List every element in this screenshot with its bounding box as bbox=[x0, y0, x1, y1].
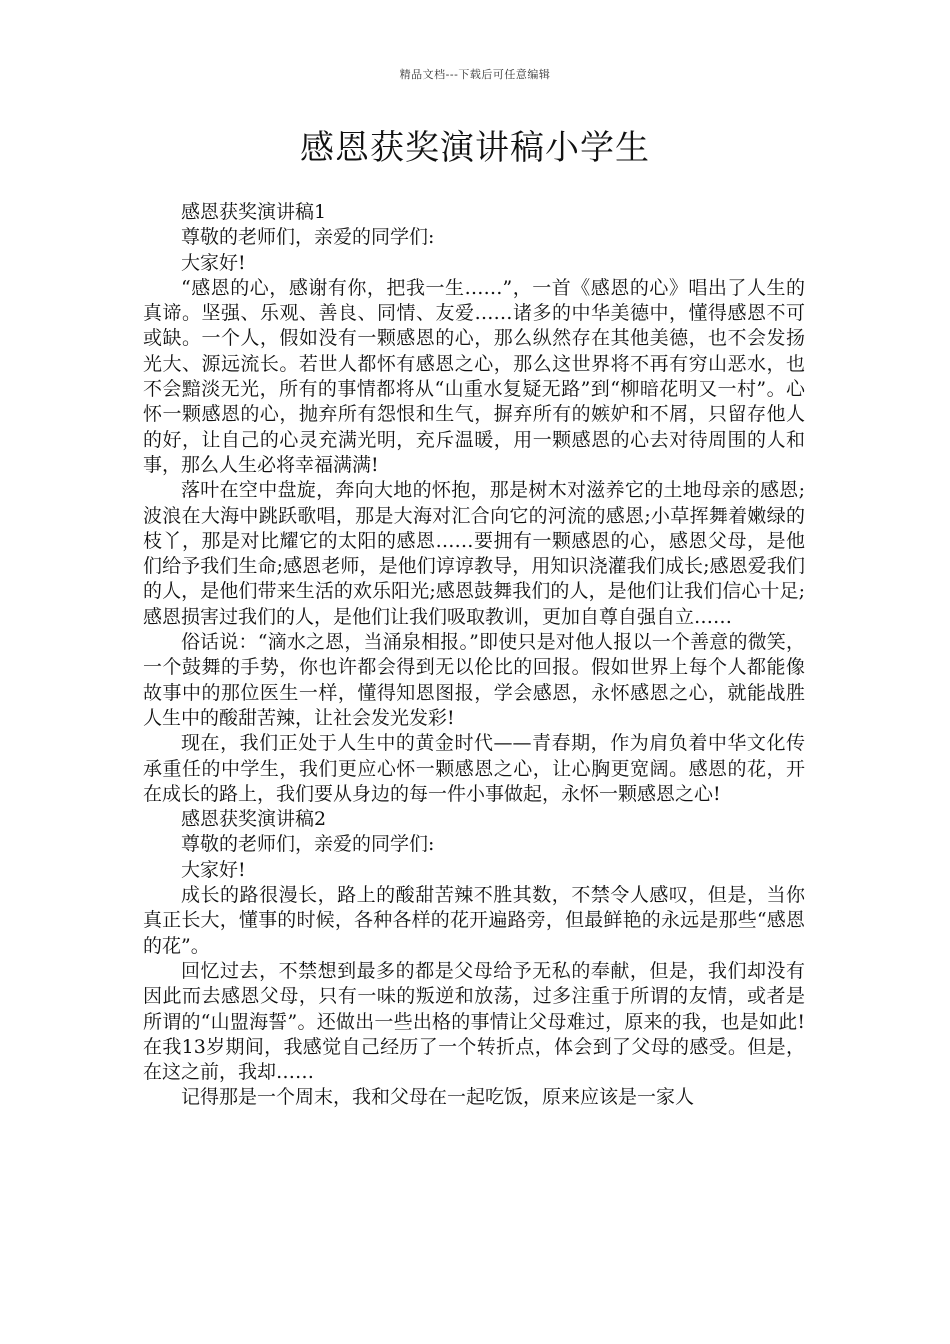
document-title: 感恩获奖演讲稿小学生 bbox=[300, 128, 650, 168]
subtitle-speech-1: 感恩获奖演讲稿1 bbox=[181, 201, 327, 223]
body-paragraph: 成长的路很漫长，路上的酸甜苦辣不胜其数，不禁令人感叹，但是，当你真正长大，懂事的时候，各种各样的花开遍路旁，但最鲜艳的永远是那些“感恩的花”。 bbox=[143, 884, 805, 957]
document-body bbox=[143, 200, 805, 1111]
greeting: 大家好! bbox=[181, 251, 246, 274]
salutation: 尊敬的老师们，亲爱的同学们: bbox=[181, 226, 435, 249]
body-paragraph: “感恩的心，感谢有你，把我一生……”，一首《感恩的心》唱出了人生的真谛。坚强、乐观、善良、同情、友爱……诸多的中华美德中，懂得感恩不可或缺。一个人，假如没有一颗感恩的心，那么纵然存在其他美德，也不会发扬光大、源远流长。若世人都怀有感恩之心，那么这世界将不再有穷山恶水，也不会黯淡无光，所有的事情都将从“山重水复疑无路”到“柳暗花明又一村”。心怀一颗感恩的心，抛弃所有怨恨和生气，摒弃所有的嫉妒和不屑，只留存他人的好，让自己的心灵充满光明，充斥温暖，用一颗感恩的心去对待周围的人和事，那么人生必将幸福满满! bbox=[143, 276, 805, 476]
body-paragraph: 落叶在空中盘旋，奔向大地的怀抱，那是树木对滋养它的土地母亲的感恩;波浪在大海中跳跃歌唱，那是大海对汇合向它的河流的感恩;小草挥舞着嫩绿的枝丫，那是对比耀它的太阳的感恩……要拥有一颗感恩的心，感恩父母，是他们给予我们生命;感恩老师，是他们谆谆教导，用知识浇灌我们成长;感恩爱我们的人，是他们带来生活的欢乐阳光;感恩鼓舞我们的人，是他们让我们信心十足;感恩损害过我们的人，是他们让我们吸取教训，更加自尊自强自立…… bbox=[143, 479, 805, 628]
greeting: 大家好! bbox=[181, 858, 246, 881]
body-paragraph: 记得那是一个周末，我和父母在一起吃饭，原来应该是一家人 bbox=[181, 1086, 695, 1109]
subtitle-speech-2: 感恩获奖演讲稿2 bbox=[181, 808, 327, 831]
header-note: 精品文档---下载后可任意编辑 bbox=[399, 68, 551, 81]
body-paragraph: 现在，我们正处于人生中的黄金时代——青春期，作为肩负着中华文化传承重任的中学生，我们更应心怀一颗感恩之心，让心胸更宽阔。感恩的花，开在成长的路上，我们要从身边的每一件小事做起，永怀一颗感恩之心! bbox=[143, 732, 805, 805]
salutation: 尊敬的老师们，亲爱的同学们: bbox=[181, 833, 435, 856]
body-paragraph: 回忆过去，不禁想到最多的都是父母给予无私的奉献，但是，我们却没有因此而去感恩父母，只有一味的叛逆和放荡，过多注重于所谓的友情，或者是所谓的“山盟海誓”。还做出一些出格的事情让父母难过，原来的我，也是如此!在我13岁期间，我感觉自己经历了一个转折点，体会到了父母的感受。但是，在这之前，我却…… bbox=[143, 959, 805, 1084]
body-paragraph: 俗话说：“滴水之恩，当涌泉相报。”即使只是对他人报以一个善意的微笑，一个鼓舞的手势，你也许都会得到无以伦比的回报。假如世界上每个人都能像故事中的那位医生一样，懂得知恩图报，学会感恩，永怀感恩之心，就能战胜人生中的酸甜苦辣，让社会发光发彩! bbox=[143, 631, 805, 729]
